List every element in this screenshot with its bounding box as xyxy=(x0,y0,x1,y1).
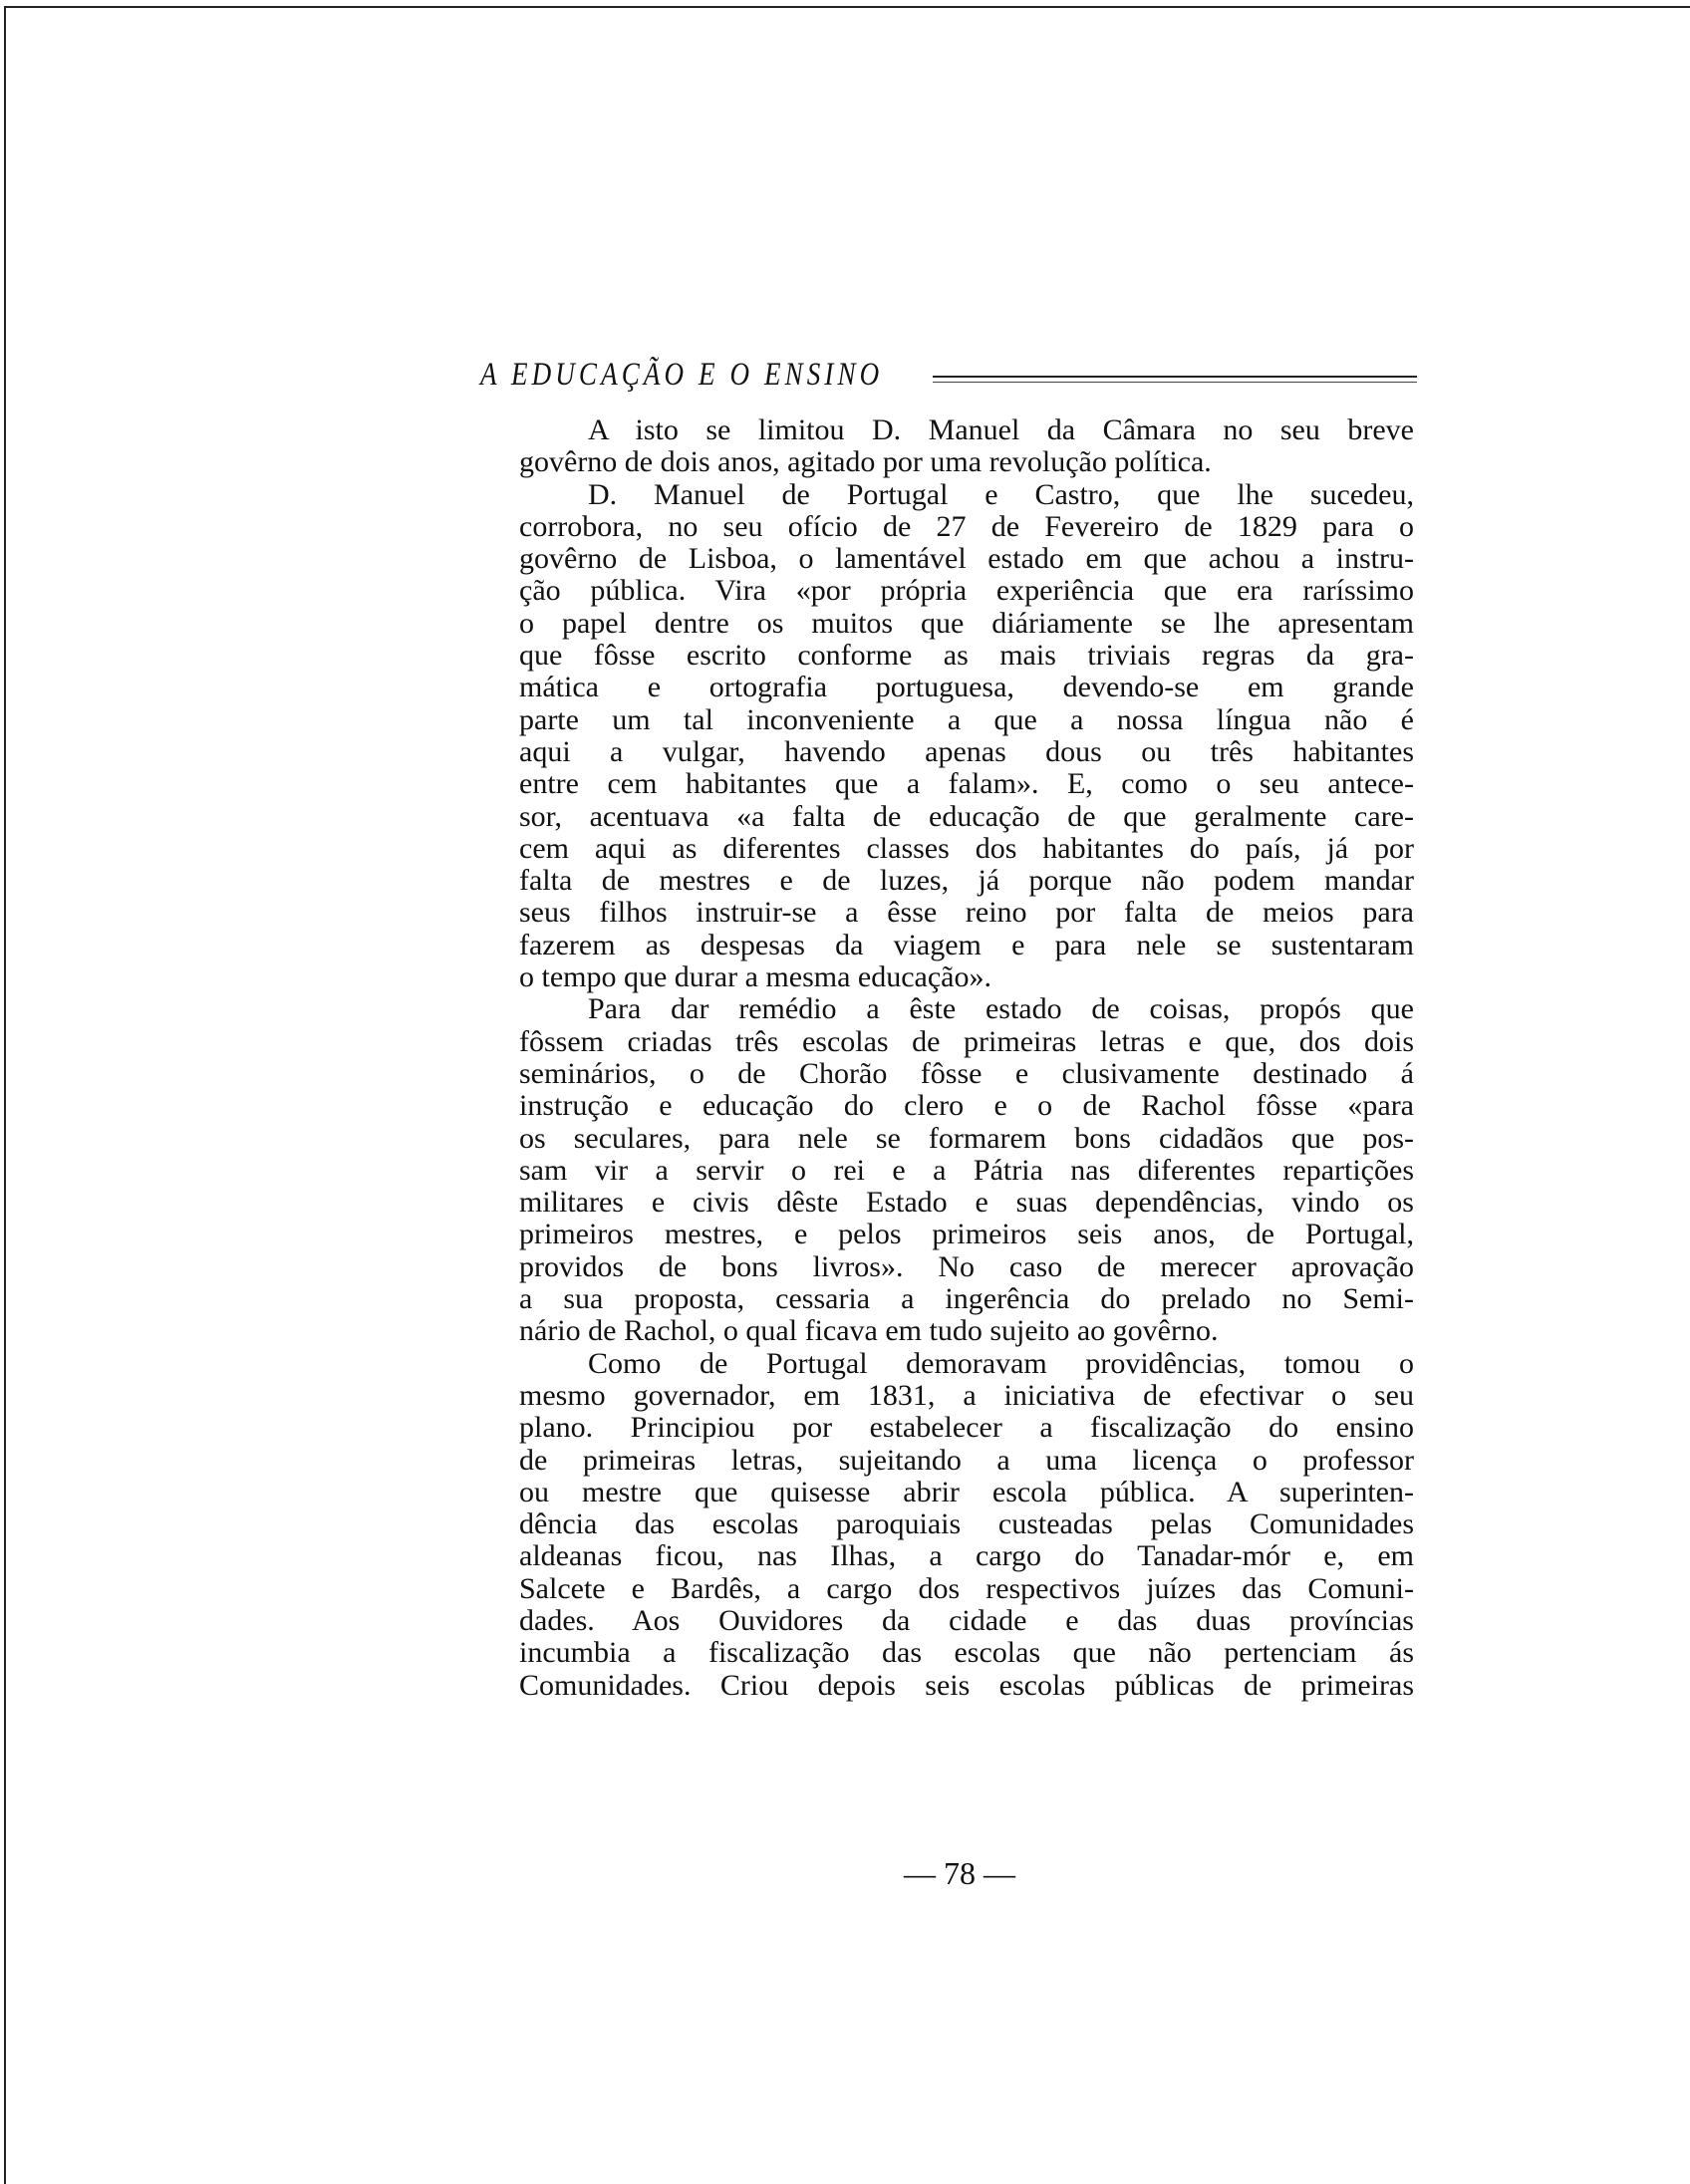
text-line: nário de Rachol, o qual ficava em tudo sujeito ao govêrno. xyxy=(519,1314,1219,1348)
paragraph xyxy=(519,414,1414,479)
text-line: plano. Principiou por estabelecer a fiscalização do ensino xyxy=(519,1411,1414,1445)
text-line: entre cem habitantes que a falam». E, como o seu antece- xyxy=(519,767,1414,801)
paragraph xyxy=(519,993,1414,1347)
text-line: govêrno de Lisboa, o lamentável estado em que achou a instru- xyxy=(519,542,1414,576)
header-rule xyxy=(933,376,1417,383)
text-line: militares e civis dêste Estado e suas dependências, vindo os xyxy=(519,1186,1414,1220)
text-line: o papel dentre os muitos que diáriamente se lhe apresentam xyxy=(519,606,1414,640)
text-line: ou mestre que quisesse abrir escola pública. A superinten- xyxy=(519,1475,1414,1508)
text-line: Salcete e Bardês, a cargo dos respectivos juízes das Comuni- xyxy=(519,1571,1414,1605)
paragraph xyxy=(519,1348,1414,1702)
text-line: govêrno de dois anos, agitado por uma revolução política. xyxy=(519,445,1212,479)
text-line: Como de Portugal demoravam providências, tomou o xyxy=(588,1346,1414,1380)
text-line: incumbia a fiscalização das escolas que não pertenciam ás xyxy=(519,1636,1414,1670)
body-text xyxy=(519,414,1414,1702)
text-line: primeiros mestres, e pelos primeiros seis anos, de Portugal, xyxy=(519,1218,1414,1251)
text-line: mática e ortografia portuguesa, devendo-se em grande xyxy=(519,671,1414,704)
paragraph xyxy=(519,479,1414,994)
text-line: o tempo que durar a mesma educação». xyxy=(519,960,991,994)
text-line: dência das escolas paroquiais custeadas pelas Comunidades xyxy=(519,1507,1414,1541)
text-line: falta de mestres e de luzes, já porque não podem mandar xyxy=(519,864,1414,898)
text-line: cem aqui as diferentes classes dos habitantes do país, já por xyxy=(519,831,1414,865)
page-number-text: — 78 — xyxy=(904,1855,1015,1891)
text-line: aqui a vulgar, havendo apenas dous ou três habitantes xyxy=(519,734,1414,768)
running-header-title: A EDUCAÇÃO E O ENSINO xyxy=(480,356,884,393)
text-line: seminários, o de Chorão fôsse e clusivamente destinado á xyxy=(519,1056,1414,1090)
text-line: ção pública. Vira «por própria experiência que era raríssimo xyxy=(519,574,1414,608)
text-line: fôssem criadas três escolas de primeiras letras e que, dos dois xyxy=(519,1024,1414,1058)
text-line: aldeanas ficou, nas Ilhas, a cargo do Tanadar-mór e, em xyxy=(519,1539,1414,1573)
text-line: parte um tal inconveniente a que a nossa língua não é xyxy=(519,702,1414,736)
text-line: de primeiras letras, sujeitando a uma licença o professor xyxy=(519,1443,1414,1477)
text-line: fazerem as despesas da viagem e para nele se sustentaram xyxy=(519,928,1414,961)
text-line: os seculares, para nele se formarem bons cidadãos que pos- xyxy=(519,1121,1414,1155)
text-line: dades. Aos Ouvidores da cidade e das duas províncias xyxy=(519,1603,1414,1637)
text-line: providos de bons livros». No caso de merecer aprovação xyxy=(519,1249,1414,1283)
text-line: instrução e educação do clero e o de Rachol fôsse «para xyxy=(519,1089,1414,1123)
text-line: que fôsse escrito conforme as mais triviais regras da gra- xyxy=(519,639,1414,673)
text-line: corrobora, no seu ofício de 27 de Fevereiro de 1829 para o xyxy=(519,509,1414,543)
page-number xyxy=(0,1855,1690,1892)
text-line: Comunidades. Criou depois seis escolas públicas de primeiras xyxy=(519,1668,1414,1702)
text-line: a sua proposta, cessaria a ingerência do prelado no Semi- xyxy=(519,1282,1414,1316)
text-line: sor, acentuava «a falta de educação de que geralmente care- xyxy=(519,799,1414,833)
running-header xyxy=(480,355,1417,395)
text-line: Para dar remédio a êste estado de coisas, propós que xyxy=(588,992,1414,1026)
text-line: sam vir a servir o rei e a Pátria nas diferentes repartições xyxy=(519,1153,1414,1187)
text-line: A isto se limitou D. Manuel da Câmara no seu breve xyxy=(588,413,1414,446)
page-edge-top xyxy=(4,6,1690,8)
text-line: mesmo governador, em 1831, a iniciativa de efectivar o seu xyxy=(519,1378,1414,1412)
text-line: seus filhos instruir-se a êsse reino por falta de meios para xyxy=(519,896,1414,930)
text-line: D. Manuel de Portugal e Castro, que lhe sucedeu, xyxy=(588,477,1414,511)
